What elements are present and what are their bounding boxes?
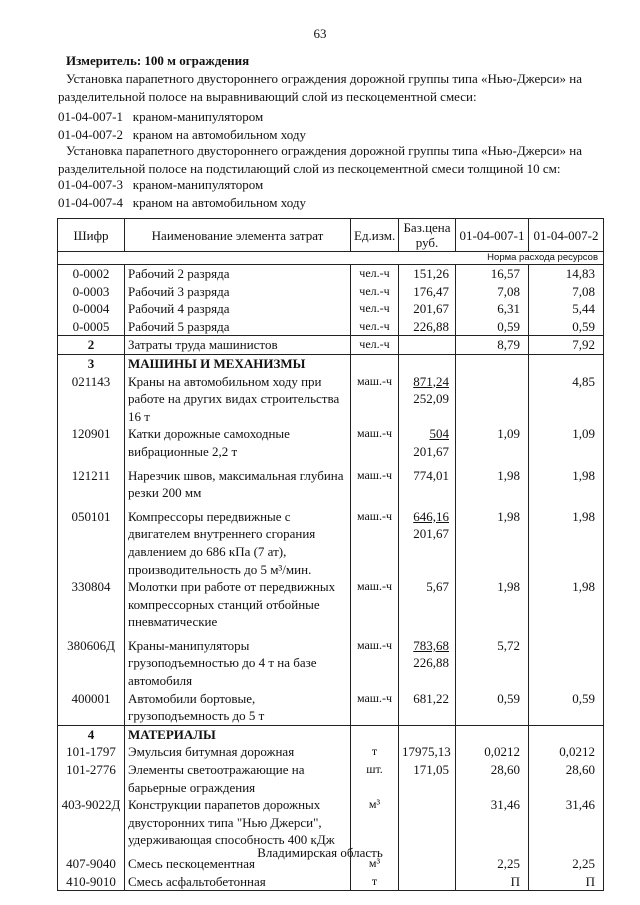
- header-price: Баз.цена руб.: [399, 219, 456, 252]
- cell-price: [399, 373, 456, 426]
- table-row: [58, 578, 604, 637]
- price-value: 171,05: [413, 762, 449, 778]
- cell-price: [399, 743, 456, 761]
- cell-price: [399, 336, 456, 355]
- header-code: Шифр: [58, 219, 125, 252]
- table-row: [58, 743, 604, 761]
- cell-norm-01-04-007-1: 7,08: [456, 283, 529, 301]
- cell-code: 121211: [58, 467, 125, 508]
- table-row: [58, 690, 604, 726]
- cell-name: Затраты труда машинистов: [125, 336, 351, 355]
- cell-norm-01-04-007-2: [529, 725, 604, 743]
- cell-price: [399, 265, 456, 283]
- cell-name: Элементы светоотражающие на барьерные ограждения: [125, 761, 351, 796]
- cell-code: 400001: [58, 690, 125, 726]
- cell-norm-01-04-007-2: П: [529, 873, 604, 891]
- cell-name: Катки дорожные самоходные вибрационные 2,2 т: [125, 425, 351, 466]
- cell-norm-01-04-007-2: 14,83: [529, 265, 604, 283]
- cell-code: 410-9010: [58, 873, 125, 891]
- cell-price: [399, 283, 456, 301]
- cell-code: 3: [58, 354, 125, 372]
- cell-norm-01-04-007-1: 8,79: [456, 336, 529, 355]
- cell-name: Рабочий 3 разряда: [125, 283, 351, 301]
- cell-unit: чел.-ч: [351, 318, 399, 336]
- item-01-04-007-4: 01-04-007-4 краном на автомобильном ходу: [58, 195, 306, 210]
- cell-norm-01-04-007-1: 28,60: [456, 761, 529, 796]
- price-value: 783,68: [413, 637, 449, 653]
- cell-code: 2: [58, 336, 125, 355]
- table-row: [58, 300, 604, 318]
- item-01-04-007-2: 01-04-007-2 краном на автомобильном ходу: [58, 127, 306, 142]
- table-row: [58, 637, 604, 690]
- cell-price: [399, 578, 456, 637]
- table-row: [58, 318, 604, 336]
- cell-name: Конструкции парапетов дорожных двусторонних типа "Нью Джерси", удерживающая способность 400 кДж: [125, 796, 351, 855]
- cell-code: 407-9040: [58, 855, 125, 873]
- price-value: 201,67: [413, 301, 449, 317]
- price-secondary-value: 201,67: [413, 526, 449, 542]
- cell-norm-01-04-007-2: 1,98: [529, 467, 604, 508]
- cell-code: 050101: [58, 508, 125, 578]
- cell-unit: маш.-ч: [351, 467, 399, 508]
- cell-norm-01-04-007-2: 0,59: [529, 318, 604, 336]
- table-row: [58, 725, 604, 743]
- cell-code: 4: [58, 725, 125, 743]
- cell-norm-01-04-007-2: 4,85: [529, 373, 604, 426]
- price-value: 871,24: [413, 373, 449, 389]
- price-value: 5,67: [426, 579, 449, 595]
- table-row: [58, 761, 604, 796]
- cell-norm-01-04-007-1: 0,59: [456, 690, 529, 726]
- cell-price: [399, 318, 456, 336]
- cell-name: Компрессоры передвижные с двигателем внутреннего сгорания давлением до 686 кПа (7 ат), производительность до 5 м³/мин.: [125, 508, 351, 578]
- cell-code: 101-2776: [58, 761, 125, 796]
- price-value: 17975,13: [402, 744, 451, 760]
- cell-code: 380606Д: [58, 637, 125, 690]
- header-col1: 01-04-007-1: [456, 219, 529, 252]
- cell-price: [399, 690, 456, 726]
- cell-name: Рабочий 2 разряда: [125, 265, 351, 283]
- cell-name: Эмульсия битумная дорожная: [125, 743, 351, 761]
- cell-unit: т: [351, 743, 399, 761]
- cell-unit: маш.-ч: [351, 637, 399, 690]
- item-01-04-007-1: 01-04-007-1 краном-манипулятором: [58, 109, 264, 124]
- cell-name: Рабочий 4 разряда: [125, 300, 351, 318]
- item-list-2: [58, 176, 598, 212]
- table-row: [58, 467, 604, 508]
- cell-unit: чел.-ч: [351, 336, 399, 355]
- header-name: Наименование элемента затрат: [125, 219, 351, 252]
- cell-norm-01-04-007-2: 0,0212: [529, 743, 604, 761]
- cell-norm-01-04-007-1: П: [456, 873, 529, 891]
- price-secondary-value: 201,67: [413, 443, 449, 459]
- cell-norm-01-04-007-2: 1,09: [529, 425, 604, 466]
- price-value: 646,16: [413, 508, 449, 524]
- cell-price: [399, 873, 456, 891]
- cell-name: Краны на автомобильном ходу при работе на других видах строительства 16 т: [125, 373, 351, 426]
- cell-norm-01-04-007-2: 1,98: [529, 508, 604, 578]
- cell-unit: маш.-ч: [351, 425, 399, 466]
- cell-name: Автомобили бортовые, грузоподъемность до 5 т: [125, 690, 351, 726]
- table-row: [58, 265, 604, 283]
- cell-code: 101-1797: [58, 743, 125, 761]
- cell-norm-01-04-007-2: 2,25: [529, 855, 604, 873]
- cell-norm-01-04-007-1: 0,0212: [456, 743, 529, 761]
- price-secondary-value: 252,09: [413, 391, 449, 407]
- cell-norm-01-04-007-2: [529, 637, 604, 690]
- price-value: 151,26: [413, 266, 449, 281]
- price-value: 681,22: [413, 690, 449, 706]
- cell-norm-01-04-007-2: 28,60: [529, 761, 604, 796]
- cell-norm-01-04-007-2: 1,98: [529, 578, 604, 637]
- cell-norm-01-04-007-2: 7,08: [529, 283, 604, 301]
- resource-table: [57, 218, 604, 891]
- cell-name: Нарезчик швов, максимальная глубина резки 200 мм: [125, 467, 351, 508]
- cell-name: Смесь пескоцементная: [125, 855, 351, 873]
- cell-name: Рабочий 5 разряда: [125, 318, 351, 336]
- intro-paragraph-2: Установка парапетного двустороннего ограждения дорожной группы типа «Нью-Джерси» на разделительной полосе на подстилающий слой из пескоцементной смеси толщиной 10 см:: [58, 143, 582, 176]
- table-row: [58, 425, 604, 466]
- cell-norm-01-04-007-1: 31,46: [456, 796, 529, 855]
- meter-heading: Измеритель: 100 м ограждения: [66, 53, 250, 68]
- cell-unit: маш.-ч: [351, 690, 399, 726]
- cell-price: [399, 467, 456, 508]
- cell-code: 120901: [58, 425, 125, 466]
- cell-norm-01-04-007-1: 0,59: [456, 318, 529, 336]
- cell-unit: чел.-ч: [351, 300, 399, 318]
- header-col2: 01-04-007-2: [529, 219, 604, 252]
- cell-code: 0-0003: [58, 283, 125, 301]
- cell-norm-01-04-007-2: 5,44: [529, 300, 604, 318]
- footer-region: Владимирская область: [257, 845, 383, 860]
- cell-name: Краны-манипуляторы грузоподъемностью до 4 т на базе автомобиля: [125, 637, 351, 690]
- cell-unit: [351, 725, 399, 743]
- norma-label: Норма расхода ресурсов: [58, 252, 604, 265]
- norma-row: [58, 252, 604, 265]
- cell-unit: м³: [351, 796, 399, 855]
- cell-unit: чел.-ч: [351, 265, 399, 283]
- price-value: 176,47: [413, 283, 449, 299]
- table-row: [58, 354, 604, 372]
- cell-norm-01-04-007-2: 31,46: [529, 796, 604, 855]
- table-row: [58, 336, 604, 355]
- item-01-04-007-3: 01-04-007-3 краном-манипулятором: [58, 177, 264, 192]
- cell-norm-01-04-007-2: [529, 354, 604, 372]
- cell-unit: маш.-ч: [351, 508, 399, 578]
- table-header-row: [58, 219, 604, 252]
- cell-unit: чел.-ч: [351, 283, 399, 301]
- table-row: [58, 373, 604, 426]
- table-row: [58, 508, 604, 578]
- cell-code: 330804: [58, 578, 125, 637]
- cell-name: МАТЕРИАЛЫ: [125, 725, 351, 743]
- cell-code: 0-0004: [58, 300, 125, 318]
- cell-norm-01-04-007-1: [456, 725, 529, 743]
- cell-norm-01-04-007-1: 1,09: [456, 425, 529, 466]
- cell-unit: маш.-ч: [351, 373, 399, 426]
- cell-code: 0-0005: [58, 318, 125, 336]
- cell-norm-01-04-007-1: 1,98: [456, 508, 529, 578]
- cell-price: [399, 637, 456, 690]
- header-unit: Ед.изм.: [351, 219, 399, 252]
- cell-name: Молотки при работе от передвижных компрессорных станций отбойные пневматические: [125, 578, 351, 637]
- table-row: [58, 873, 604, 891]
- cell-unit: [351, 354, 399, 372]
- cell-norm-01-04-007-1: [456, 373, 529, 426]
- cell-norm-01-04-007-1: 5,72: [456, 637, 529, 690]
- cell-unit: м³: [351, 855, 399, 873]
- price-value: 774,01: [413, 467, 449, 483]
- cell-price: [399, 508, 456, 578]
- cell-price: [399, 761, 456, 796]
- cell-code: 0-0002: [58, 265, 125, 283]
- cell-name: МАШИНЫ И МЕХАНИЗМЫ: [125, 354, 351, 372]
- page-number: 63: [313, 26, 327, 41]
- cell-code: 403-9022Д: [58, 796, 125, 855]
- price-value: 226,88: [413, 318, 449, 334]
- cell-price: [399, 725, 456, 743]
- cell-norm-01-04-007-2: 0,59: [529, 690, 604, 726]
- cell-unit: маш.-ч: [351, 578, 399, 637]
- price-secondary-value: 226,88: [413, 655, 449, 671]
- cell-norm-01-04-007-1: 6,31: [456, 300, 529, 318]
- cell-price: [399, 354, 456, 372]
- item-list-1: [58, 108, 598, 144]
- cell-norm-01-04-007-1: [456, 354, 529, 372]
- price-value: 504: [429, 426, 449, 442]
- cell-norm-01-04-007-1: 1,98: [456, 578, 529, 637]
- cell-name: Смесь асфальтобетонная: [125, 873, 351, 891]
- cell-norm-01-04-007-1: 1,98: [456, 467, 529, 508]
- cell-price: [399, 300, 456, 318]
- cell-norm-01-04-007-2: 7,92: [529, 336, 604, 355]
- intro-paragraph-1: Установка парапетного двустороннего ограждения дорожной группы типа «Нью-Джерси» на разделительной полосе на выравнивающий слой из пескоцементной смеси:: [58, 71, 582, 104]
- cell-price: [399, 425, 456, 466]
- cell-unit: т: [351, 873, 399, 891]
- cell-unit: шт.: [351, 761, 399, 796]
- cell-norm-01-04-007-1: 2,25: [456, 855, 529, 873]
- cell-code: 021143: [58, 373, 125, 426]
- cell-norm-01-04-007-1: 16,57: [456, 265, 529, 283]
- table-row: [58, 283, 604, 301]
